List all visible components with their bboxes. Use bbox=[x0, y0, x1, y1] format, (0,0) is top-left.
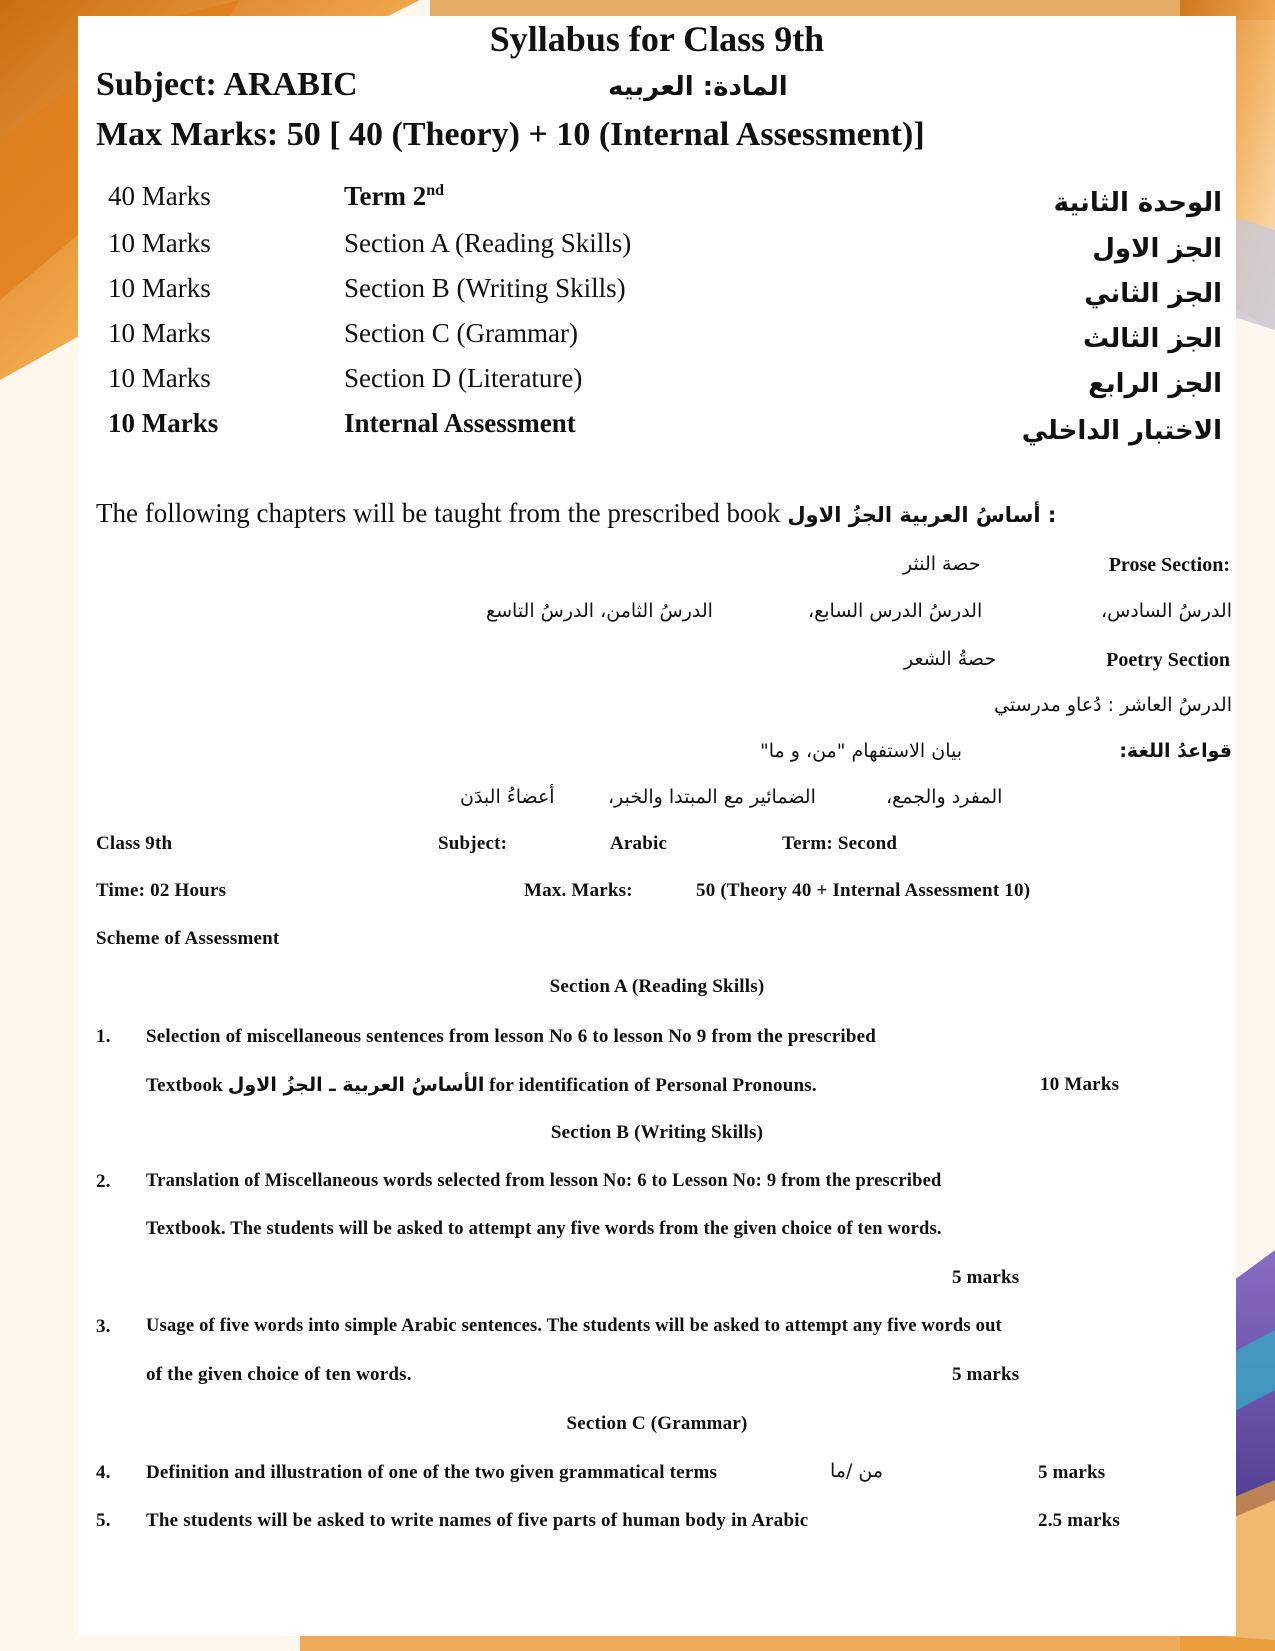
scheme-heading: Scheme of Assessment bbox=[96, 928, 280, 949]
prose-arabic: حصة النثر bbox=[903, 553, 981, 575]
item-number: 3. bbox=[96, 1316, 111, 1337]
poetry-arabic: حصةُ الشعر bbox=[904, 648, 997, 670]
item-text: The students will be asked to write names of five parts of human body in Arabic bbox=[146, 1510, 809, 1531]
section-cell: Section C (Grammar) bbox=[344, 318, 578, 348]
item-number: 4. bbox=[96, 1462, 111, 1483]
section-cell: Section A (Reading Skills) bbox=[344, 228, 632, 258]
item-marks: 5 marks bbox=[952, 1364, 1020, 1385]
poetry-label: Poetry Section bbox=[1106, 649, 1230, 671]
marks-cell: 10 Marks bbox=[108, 228, 211, 258]
marks-cell: 10 Marks bbox=[108, 273, 211, 303]
section-cell: Term 2nd bbox=[344, 181, 445, 211]
grammar-item: المفرد والجمع، bbox=[886, 786, 1003, 808]
marks-cell: 40 Marks bbox=[108, 181, 211, 211]
item-text: of the given choice of ten words. bbox=[146, 1364, 412, 1385]
item-text: Textbook الأساسُ العربية ـ الجزُ الاول for identification of Personal Pronouns. bbox=[146, 1074, 817, 1096]
class-label: Class 9th bbox=[96, 833, 173, 854]
prose-label: Prose Section: bbox=[1108, 554, 1230, 576]
poetry-lesson: الدرسُ العاشر : دُعاو مدرستي bbox=[994, 694, 1232, 716]
item-number: 1. bbox=[96, 1026, 111, 1047]
section-b-heading: Section B (Writing Skills) bbox=[550, 1122, 764, 1143]
arabic-cell: الاختبار الداخلي bbox=[1021, 416, 1222, 446]
page-title: Syllabus for Class 9th bbox=[489, 19, 825, 59]
subject-info-value: Arabic bbox=[610, 833, 668, 854]
arabic-cell: الجز الثاني bbox=[1084, 279, 1222, 309]
time-label: Time: 02 Hours bbox=[96, 880, 227, 901]
item-text: Usage of five words into simple Arabic sentences. The students will be asked to attempt any five words out bbox=[146, 1316, 1002, 1336]
chapters-intro: The following chapters will be taught from the prescribed book : أساسُ العربية الجزُ الاول bbox=[96, 498, 1057, 528]
subject-label: Subject: ARABIC bbox=[96, 66, 358, 103]
prose-lesson: الدرسُ الثامن، الدرسُ التاسع bbox=[486, 600, 713, 622]
arabic-cell: الجز الثالث bbox=[1083, 324, 1222, 354]
prose-lesson: الدرسُ السادس، bbox=[1100, 600, 1232, 622]
item-marks: 5 marks bbox=[952, 1267, 1020, 1288]
subject-arabic: المادة: العربيه bbox=[608, 72, 788, 102]
subject-info-label: Subject: bbox=[438, 833, 508, 854]
grammar-item: الضمائير مع المبتدا والخبر، bbox=[608, 786, 816, 808]
arabic-cell: الجز الرابع bbox=[1088, 369, 1222, 399]
section-cell: Section B (Writing Skills) bbox=[344, 273, 626, 303]
term-label: Term: Second bbox=[782, 833, 898, 854]
syllabus-page bbox=[78, 16, 1236, 1636]
section-cell: Section D (Literature) bbox=[344, 363, 583, 393]
marks-cell: 10 Marks bbox=[108, 408, 219, 438]
item-text: Textbook. The students will be asked to attempt any five words from the given choice of ten words. bbox=[146, 1219, 942, 1239]
item-marks: 5 marks bbox=[1038, 1462, 1106, 1483]
arabic-cell: الجز الاول bbox=[1092, 234, 1222, 264]
section-c-heading: Section C (Grammar) bbox=[566, 1413, 748, 1434]
grammar-label: قواعدُ اللغة: bbox=[1119, 740, 1232, 762]
marks-cell: 10 Marks bbox=[108, 363, 211, 393]
item-arabic-term: من /ما bbox=[830, 1460, 884, 1482]
item-number: 2. bbox=[96, 1171, 111, 1192]
section-a-heading: Section A (Reading Skills) bbox=[549, 976, 765, 997]
prose-lesson: الدرسُ الدرس السابع، bbox=[808, 600, 983, 622]
grammar-item: بيان الاستفهام "من، و ما" bbox=[760, 740, 963, 762]
item-text: Translation of Miscellaneous words selected from lesson No: 6 to Lesson No: 9 from the prescribed bbox=[146, 1171, 942, 1191]
grammar-item: أعضاءُ البدَن bbox=[460, 786, 555, 808]
arabic-cell: الوحدة الثانية bbox=[1053, 188, 1222, 218]
max-marks-value: 50 (Theory 40 + Internal Assessment 10) bbox=[696, 880, 1031, 901]
item-marks: 10 Marks bbox=[1040, 1074, 1120, 1095]
marks-cell: 10 Marks bbox=[108, 318, 211, 348]
item-text: Definition and illustration of one of the two given grammatical terms bbox=[146, 1462, 718, 1483]
item-number: 5. bbox=[96, 1510, 111, 1531]
section-cell: Internal Assessment bbox=[344, 408, 576, 438]
item-marks: 2.5 marks bbox=[1038, 1510, 1121, 1531]
max-marks-label: Max. Marks: bbox=[524, 880, 633, 901]
item-text: Selection of miscellaneous sentences from lesson No 6 to lesson No 9 from the prescribed bbox=[146, 1026, 877, 1047]
max-marks-line: Max Marks: 50 [ 40 (Theory) + 10 (Internal Assessment)] bbox=[96, 116, 925, 153]
